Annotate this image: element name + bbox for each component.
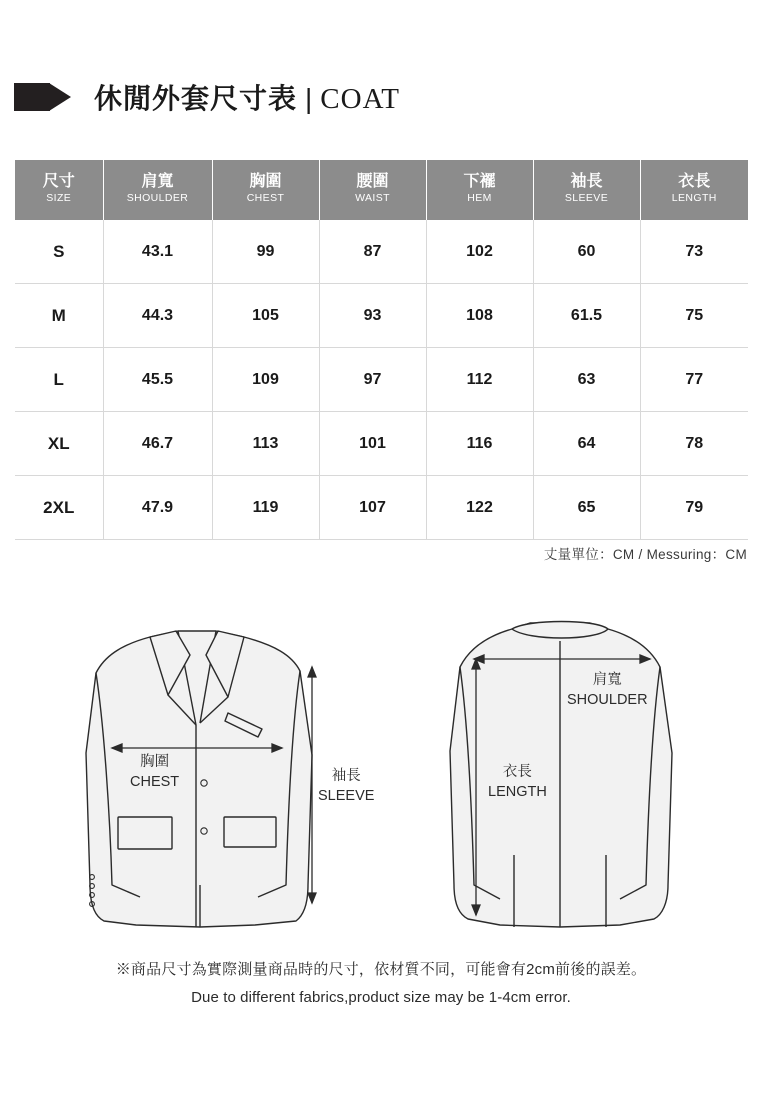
cell-hem: 122: [426, 476, 533, 540]
cell-size: S: [15, 220, 103, 284]
arrow-right-icon: [14, 80, 72, 114]
cell-length: 73: [640, 220, 748, 284]
cell-chest: 109: [212, 348, 319, 412]
cell-shoulder: 46.7: [103, 412, 212, 476]
cell-sleeve: 61.5: [533, 284, 640, 348]
column-header-length: 衣長 LENGTH: [640, 160, 748, 220]
cell-waist: 101: [319, 412, 426, 476]
cell-size: XL: [15, 412, 103, 476]
page-title-en: COAT: [320, 83, 401, 115]
table-row: [15, 220, 748, 284]
back-jacket-illustration: [450, 622, 672, 928]
page-title-separator: |: [305, 83, 313, 114]
cell-length: 79: [640, 476, 748, 540]
table-row: [15, 412, 748, 476]
garment-diagrams: [0, 585, 762, 940]
size-chart-table: [15, 160, 748, 540]
page-title-cn: 休閒外套尺寸表: [94, 83, 298, 114]
cell-shoulder: 45.5: [103, 348, 212, 412]
cell-length: 78: [640, 412, 748, 476]
cell-size: M: [15, 284, 103, 348]
cell-hem: 116: [426, 412, 533, 476]
cell-waist: 97: [319, 348, 426, 412]
cell-shoulder: 47.9: [103, 476, 212, 540]
front-jacket-illustration: [86, 631, 312, 927]
column-header-waist: 腰圍 WAIST: [319, 160, 426, 220]
cell-sleeve: 64: [533, 412, 640, 476]
measuring-unit-note: 丈量單位：CM / Messuring：CM: [543, 547, 747, 562]
cell-chest: 119: [212, 476, 319, 540]
cell-hem: 112: [426, 348, 533, 412]
label-chest: 胸圍 CHEST: [130, 754, 180, 790]
cell-length: 75: [640, 284, 748, 348]
cell-shoulder: 43.1: [103, 220, 212, 284]
cell-size: 2XL: [15, 476, 103, 540]
column-header-hem: 下襬 HEM: [426, 160, 533, 220]
footnote-en: Due to different fabrics,product size may be 1-4cm error.: [191, 989, 571, 1006]
page-header: [0, 62, 762, 132]
table-row: [15, 284, 748, 348]
cell-sleeve: 60: [533, 220, 640, 284]
label-sleeve: 袖長 SLEEVE: [318, 768, 375, 804]
column-header-shoulder: 肩寬 SHOULDER: [103, 160, 212, 220]
footnote-cn: ※商品尺寸為實際測量商品時的尺寸，依材質不同，可能會有2cm前後的誤差。: [115, 961, 647, 978]
cell-chest: 99: [212, 220, 319, 284]
cell-hem: 102: [426, 220, 533, 284]
cell-sleeve: 63: [533, 348, 640, 412]
table-row: [15, 348, 748, 412]
cell-shoulder: 44.3: [103, 284, 212, 348]
label-length: 衣長 LENGTH: [488, 764, 547, 800]
label-shoulder: 肩寬 SHOULDER: [567, 672, 648, 708]
cell-chest: 105: [212, 284, 319, 348]
cell-length: 77: [640, 348, 748, 412]
cell-chest: 113: [212, 412, 319, 476]
illustration-area: [0, 585, 762, 940]
cell-size: L: [15, 348, 103, 412]
table-header-row: [15, 160, 748, 220]
cell-waist: 93: [319, 284, 426, 348]
table-row: [15, 476, 748, 540]
cell-hem: 108: [426, 284, 533, 348]
column-header-size: 尺寸 SIZE: [15, 160, 103, 220]
column-header-chest: 胸圍 CHEST: [212, 160, 319, 220]
cell-sleeve: 65: [533, 476, 640, 540]
page-title: [94, 77, 400, 117]
cell-waist: 87: [319, 220, 426, 284]
cell-waist: 107: [319, 476, 426, 540]
column-header-sleeve: 袖長 SLEEVE: [533, 160, 640, 220]
